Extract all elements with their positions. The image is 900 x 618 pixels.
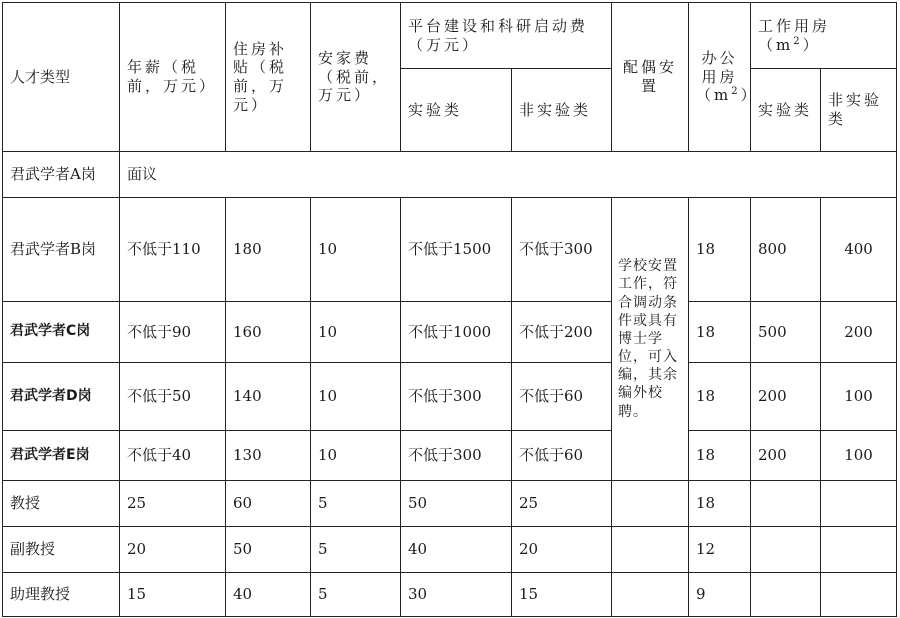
spouse-note: 学校安置工作，符合调动条件或具有博士学位，可入编，其余编外校聘。 [612, 198, 689, 481]
cell-work-exp: 200 [751, 431, 821, 481]
cell-office: 18 [689, 481, 751, 527]
cell-office: 9 [689, 573, 751, 617]
cell-work-nonexp: 400 [821, 198, 897, 302]
cell-type: 君武学者B岗 [3, 198, 120, 302]
cell-office: 18 [689, 302, 751, 363]
cell-work-exp [751, 527, 821, 573]
cell-platform-exp: 40 [401, 527, 512, 573]
cell-type: 君武学者C岗 [3, 302, 120, 363]
cell-spouse-empty [612, 527, 689, 573]
cell-settle: 5 [311, 573, 401, 617]
header-office: 办公用房$(m^2)$ [689, 3, 751, 152]
cell-salary: 不低于90 [120, 302, 226, 363]
cell-platform-nonexp: 不低于200 [512, 302, 612, 363]
header-spouse: 配偶安置 [612, 3, 689, 152]
cell-settle: 10 [311, 363, 401, 431]
cell-office: 18 [689, 198, 751, 302]
cell-type: 助理教授 [3, 573, 120, 617]
cell-salary: 不低于110 [120, 198, 226, 302]
cell-work-nonexp [821, 481, 897, 527]
cell-type: 君武学者E岗 [3, 431, 120, 481]
cell-salary: 不低于50 [120, 363, 226, 431]
row-a-type: 君武学者A岗 [3, 152, 120, 198]
table-row [3, 431, 897, 481]
cell-settle: 10 [311, 431, 401, 481]
cell-platform-nonexp: 15 [512, 573, 612, 617]
cell-office: 12 [689, 527, 751, 573]
header-workroom: 工作用房$(m^2)$ [751, 3, 897, 69]
header-work-nonexp: 非实验类 [821, 69, 897, 152]
table-row [3, 573, 897, 617]
cell-work-nonexp: 100 [821, 363, 897, 431]
cell-platform-nonexp: 不低于300 [512, 198, 612, 302]
header-platform-nonexp: 非实验类 [512, 69, 612, 152]
cell-platform-exp: 50 [401, 481, 512, 527]
cell-salary: 25 [120, 481, 226, 527]
header-talent-type: 人才类型 [3, 3, 120, 152]
cell-housing: 40 [226, 573, 311, 617]
cell-work-nonexp [821, 573, 897, 617]
cell-platform-nonexp: 20 [512, 527, 612, 573]
cell-spouse-empty [612, 573, 689, 617]
header-platform-exp: 实验类 [401, 69, 512, 152]
cell-spouse-empty [612, 481, 689, 527]
cell-housing: 160 [226, 302, 311, 363]
table-row [3, 302, 897, 363]
cell-type: 副教授 [3, 527, 120, 573]
header-platform: 平台建设和科研启动费（万元） [401, 3, 612, 69]
table-row-a [3, 152, 897, 198]
cell-platform-nonexp: 不低于60 [512, 431, 612, 481]
header-salary: 年薪（税前，万元） [120, 3, 226, 152]
cell-office: 18 [689, 363, 751, 431]
cell-work-nonexp: 200 [821, 302, 897, 363]
cell-work-exp: 500 [751, 302, 821, 363]
cell-platform-exp: 不低于300 [401, 363, 512, 431]
talent-benefits-table [2, 2, 897, 617]
row-a-value: 面议 [120, 152, 897, 198]
cell-housing: 50 [226, 527, 311, 573]
cell-work-exp [751, 573, 821, 617]
cell-salary: 15 [120, 573, 226, 617]
cell-work-exp: 800 [751, 198, 821, 302]
cell-work-exp: 200 [751, 363, 821, 431]
table-row [3, 363, 897, 431]
cell-housing: 180 [226, 198, 311, 302]
table-row [3, 198, 897, 302]
header-housing: 住房补贴（税前，万元） [226, 3, 311, 152]
cell-housing: 140 [226, 363, 311, 431]
header-settle: 安家费（税前，万元） [311, 3, 401, 152]
cell-type: 教授 [3, 481, 120, 527]
cell-platform-nonexp: 不低于60 [512, 363, 612, 431]
cell-housing: 60 [226, 481, 311, 527]
cell-settle: 5 [311, 527, 401, 573]
cell-office: 18 [689, 431, 751, 481]
cell-platform-exp: 不低于1500 [401, 198, 512, 302]
cell-settle: 10 [311, 198, 401, 302]
cell-salary: 不低于40 [120, 431, 226, 481]
cell-housing: 130 [226, 431, 311, 481]
cell-work-exp [751, 481, 821, 527]
cell-salary: 20 [120, 527, 226, 573]
cell-work-nonexp [821, 527, 897, 573]
header-work-exp: 实验类 [751, 69, 821, 152]
cell-settle: 10 [311, 302, 401, 363]
cell-work-nonexp: 100 [821, 431, 897, 481]
cell-settle: 5 [311, 481, 401, 527]
cell-platform-nonexp: 25 [512, 481, 612, 527]
table-row [3, 527, 897, 573]
cell-platform-exp: 不低于1000 [401, 302, 512, 363]
cell-type: 君武学者D岗 [3, 363, 120, 431]
table-row [3, 481, 897, 527]
cell-platform-exp: 30 [401, 573, 512, 617]
cell-platform-exp: 不低于300 [401, 431, 512, 481]
